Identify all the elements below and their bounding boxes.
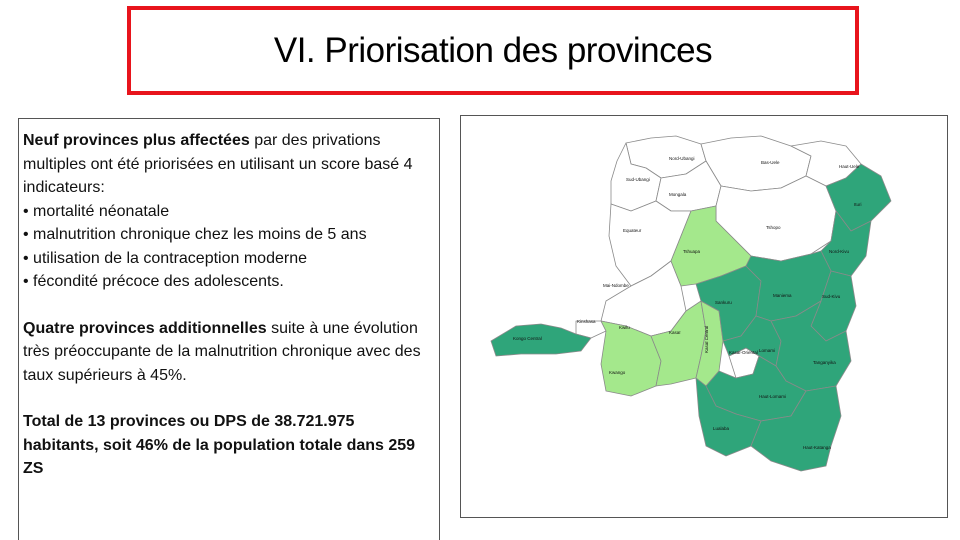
map-label: Haut-Uele	[839, 164, 860, 169]
map-label: Kongo Central	[513, 336, 542, 341]
map-label: Bas-Uele	[761, 160, 780, 165]
map-label: Mongala	[669, 192, 687, 197]
map-label: Nord-Kivu	[829, 249, 850, 254]
map-label: Tshuapa	[683, 249, 701, 254]
map-label: Tanganyika	[813, 360, 836, 365]
map-label: Lualaba	[713, 426, 730, 431]
map-label: Sud-Kivu	[822, 294, 841, 299]
paragraph-total: Total de 13 provinces ou DPS de 38.721.975 habitants, soit 46% de la population totale dans 259 ZS	[23, 413, 416, 477]
drc-province-map	[461, 116, 947, 517]
map-label: Sud-Ubangi	[626, 177, 650, 182]
additional-text: suite à une évolution très préoccupante de la malnutrition chronique avec des taux supérieurs à 45%.	[23, 319, 421, 384]
map-label: Tshopo	[766, 225, 781, 230]
priority-lead: Neuf provinces plus affectées	[23, 132, 250, 149]
map-label: Kasaï-Oriental	[729, 350, 758, 355]
map-label: Kasaï Central	[704, 325, 709, 353]
map-label: Lomami	[759, 348, 776, 353]
map-label: Haut-Lomami	[759, 394, 787, 399]
bullet-item: • utilisation de la contraception moderne	[23, 249, 307, 267]
priority-text: par des privations multiples ont été priorisées en utilisant un score basé 4 indicateurs:	[23, 132, 413, 196]
bullet-item: • fécondité précoce des adolescents.	[23, 273, 284, 290]
map-label: Kasaï	[669, 330, 681, 335]
map-label: Equateur	[623, 228, 642, 233]
bullet-item: • malnutrition chronique chez les moins de 5 ans	[23, 226, 367, 243]
map-label: Kinshasa	[577, 319, 596, 324]
map-panel	[460, 115, 948, 518]
map-label: Mai-Ndombe	[603, 283, 629, 288]
map-label: Kwilu	[619, 325, 630, 330]
paragraph-priority	[23, 129, 433, 200]
text-panel	[18, 118, 440, 540]
paragraph-additional	[23, 317, 433, 388]
map-label: Kwango	[609, 370, 626, 375]
map-label: Ituri	[854, 202, 862, 207]
map-label: Maniema	[773, 293, 792, 298]
page-title: VI. Priorisation des provinces	[273, 30, 713, 70]
map-label: Nord-Ubangi	[669, 156, 695, 161]
map-label: Sankuru	[715, 300, 732, 305]
bullet-item: • mortalité néonatale	[23, 202, 170, 220]
map-label: Haut-Katanga	[803, 445, 831, 450]
title-box	[127, 6, 859, 95]
additional-lead: Quatre provinces additionnelles	[23, 319, 267, 337]
